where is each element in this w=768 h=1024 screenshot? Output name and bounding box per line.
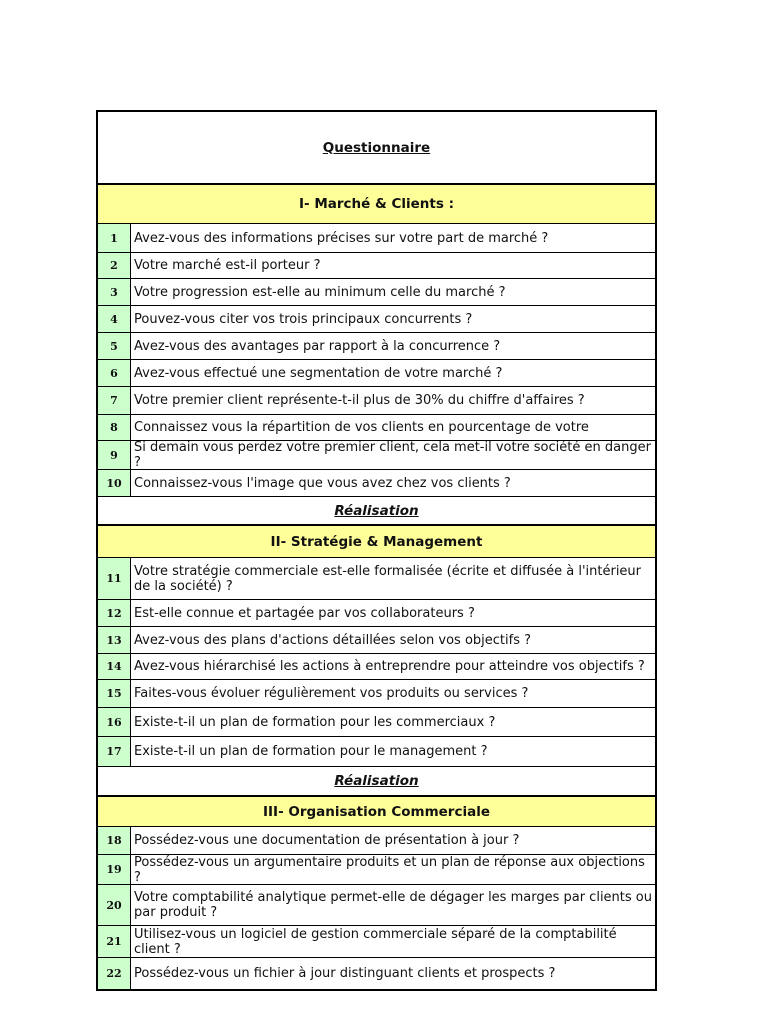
question-number: 9: [98, 441, 131, 469]
title-row: [98, 112, 655, 184]
question-number: 5: [98, 333, 131, 359]
question-number: 11: [98, 558, 131, 599]
question-number: 4: [98, 306, 131, 332]
question-row: [98, 279, 655, 306]
question-text: Avez-vous des informations précises sur votre part de marché ?: [134, 230, 549, 246]
question-row: [98, 926, 655, 958]
question-number: 1: [98, 224, 131, 252]
question-row: [98, 415, 655, 441]
question-text: Votre stratégie commerciale est-elle formalisée (écrite et diffusée à l'intérieur de la société) ?: [134, 563, 642, 594]
question-text: Si demain vous perdez votre premier client, cela met-il votre société en danger ?: [134, 441, 651, 469]
question-row: [98, 558, 655, 600]
question-number: 19: [98, 855, 131, 884]
question-text: Connaissez-vous l'image que vous avez chez vos clients ?: [134, 475, 511, 491]
question-number: 21: [98, 926, 131, 957]
question-row: [98, 470, 655, 497]
questionnaire-sheet: [96, 110, 657, 991]
question-number: 22: [98, 958, 131, 989]
realisation-label: Réalisation: [98, 497, 655, 525]
section-heading-marche-clients: I- Marché & Clients :: [98, 184, 655, 224]
question-text: Utilisez-vous un logiciel de gestion commerciale séparé de la comptabilité client ?: [134, 926, 617, 957]
question-number: 17: [98, 737, 131, 766]
question-number: 10: [98, 470, 131, 496]
question-number: 3: [98, 279, 131, 305]
question-row: [98, 627, 655, 654]
question-row: [98, 387, 655, 415]
question-text: Votre premier client représente-t-il plus de 30% du chiffre d'affaires ?: [134, 393, 585, 408]
section-heading-organisation-commerciale: III- Organisation Commerciale: [98, 796, 655, 827]
realisation-label: Réalisation: [98, 767, 655, 796]
question-row: [98, 333, 655, 360]
question-text: Est-elle connue et partagée par vos collaborateurs ?: [134, 605, 475, 621]
question-number: 7: [98, 387, 131, 414]
question-text: Votre comptabilité analytique permet-elle de dégager les marges par clients ou par produit ?: [134, 890, 652, 920]
question-row: [98, 600, 655, 627]
section-heading-strategie-management: II- Stratégie & Management: [98, 525, 655, 558]
question-number: 2: [98, 253, 131, 278]
question-text: Existe-t-il un plan de formation pour le management ?: [134, 744, 488, 759]
question-number: 6: [98, 360, 131, 386]
question-row: [98, 224, 655, 253]
question-row: [98, 827, 655, 855]
question-row: [98, 885, 655, 926]
question-row: [98, 253, 655, 279]
question-number: 12: [98, 600, 131, 626]
question-row: [98, 958, 655, 989]
question-number: 18: [98, 827, 131, 854]
question-text: Avez-vous hiérarchisé les actions à entreprendre pour atteindre vos objectifs ?: [134, 659, 645, 674]
question-text: Avez-vous des plans d'actions détaillées selon vos objectifs ?: [134, 632, 532, 648]
question-text: Connaissez vous la répartition de vos clients en pourcentage de votre: [134, 420, 589, 435]
question-text: Faites-vous évoluer régulièrement vos produits ou services ?: [134, 686, 529, 701]
question-number: 13: [98, 627, 131, 653]
question-number: 20: [98, 885, 131, 925]
question-row: [98, 855, 655, 885]
question-text: Avez-vous des avantages par rapport à la concurrence ?: [134, 338, 501, 354]
question-text: Votre progression est-elle au minimum celle du marché ?: [134, 284, 506, 300]
question-number: 8: [98, 415, 131, 440]
question-text: Existe-t-il un plan de formation pour les commerciaux ?: [134, 714, 496, 730]
page-title: Questionnaire: [322, 139, 431, 156]
question-text: Pouvez-vous citer vos trois principaux concurrents ?: [134, 311, 473, 327]
question-number: 16: [98, 708, 131, 736]
question-text: Possédez-vous un fichier à jour distinguant clients et prospects ?: [134, 966, 556, 981]
question-row: [98, 654, 655, 680]
question-number: 15: [98, 680, 131, 707]
question-text: Possédez-vous un argumentaire produits et un plan de réponse aux objections ?: [134, 855, 645, 884]
question-text: Possédez-vous une documentation de présentation à jour ?: [134, 833, 520, 848]
question-row: [98, 441, 655, 470]
question-row: [98, 360, 655, 387]
question-row: [98, 680, 655, 708]
question-row: [98, 737, 655, 767]
question-text: Votre marché est-il porteur ?: [134, 258, 321, 273]
question-number: 14: [98, 654, 131, 679]
question-text: Avez-vous effectué une segmentation de votre marché ?: [134, 365, 503, 381]
question-row: [98, 708, 655, 737]
question-row: [98, 306, 655, 333]
